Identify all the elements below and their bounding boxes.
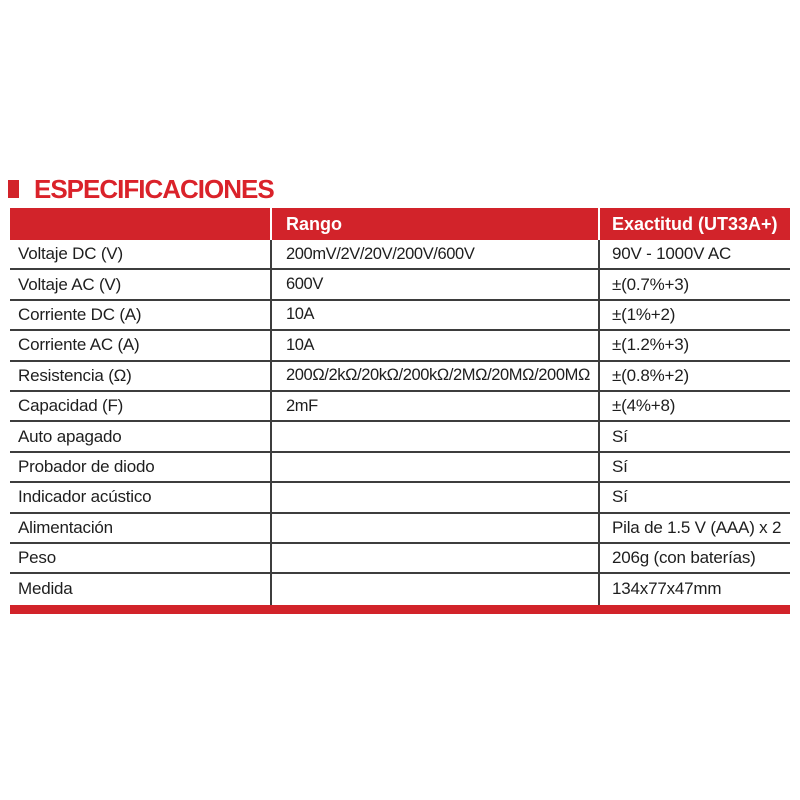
rango-value-cell <box>270 544 598 572</box>
exactitud-value-cell: 206g (con baterías) <box>598 544 790 572</box>
table-row <box>10 392 790 422</box>
table-row <box>10 362 790 392</box>
specifications-table <box>10 208 790 614</box>
spec-label-cell: Resistencia (Ω) <box>18 365 132 385</box>
exactitud-value-cell: Sí <box>598 453 790 481</box>
exactitud-value-cell: Sí <box>598 422 790 450</box>
rango-value-cell <box>270 453 598 481</box>
table-row <box>10 422 790 452</box>
table-row <box>10 483 790 513</box>
table-row <box>10 453 790 483</box>
spec-label-cell: Auto apagado <box>18 426 122 446</box>
exactitud-value-cell: Sí <box>598 483 790 511</box>
spec-label-cell: Corriente DC (A) <box>18 304 142 324</box>
rango-value-cell <box>270 514 598 542</box>
table-bottom-red-bar <box>10 605 790 614</box>
exactitud-value-cell: ±(1%+2) <box>598 301 790 329</box>
table-row <box>10 574 790 604</box>
exactitud-value-cell: 90V - 1000V AC <box>598 240 790 268</box>
exactitud-value-cell: ±(4%+8) <box>598 392 790 420</box>
header-cell-rango: Rango <box>270 208 598 240</box>
exactitud-value-cell: ±(0.8%+2) <box>598 362 790 390</box>
rango-value-cell <box>270 422 598 450</box>
table-row <box>10 544 790 574</box>
page-title: ESPECIFICACIONES <box>34 174 274 204</box>
rango-value-cell <box>270 574 598 604</box>
spec-label-cell: Alimentación <box>18 517 113 537</box>
table-row <box>10 240 790 270</box>
spec-label-cell: Peso <box>18 548 56 568</box>
exactitud-value-cell: 134x77x47mm <box>598 574 790 604</box>
exactitud-value-cell: ±(1.2%+3) <box>598 331 790 359</box>
spec-label-cell: Probador de diodo <box>18 456 155 476</box>
spec-label-cell: Voltaje DC (V) <box>18 244 123 264</box>
rango-value-cell: 10A <box>270 301 598 329</box>
header-cell-empty <box>10 208 270 240</box>
rango-value-cell: 10A <box>270 331 598 359</box>
red-square-bullet-icon <box>8 180 19 198</box>
rango-value-cell: 200Ω/2kΩ/20kΩ/200kΩ/2MΩ/20MΩ/200MΩ <box>270 362 598 390</box>
table-body <box>10 240 790 605</box>
spec-label-cell: Corriente AC (A) <box>18 335 140 355</box>
table-row <box>10 301 790 331</box>
table-header-row <box>10 208 790 240</box>
header-cell-exactitud: Exactitud (UT33A+) <box>598 208 790 240</box>
exactitud-value-cell: ±(0.7%+3) <box>598 270 790 298</box>
table-row <box>10 514 790 544</box>
rango-value-cell: 200mV/2V/20V/200V/600V <box>270 240 598 268</box>
section-heading <box>8 176 274 202</box>
exactitud-value-cell: Pila de 1.5 V (AAA) x 2 <box>598 514 790 542</box>
table-row <box>10 270 790 300</box>
table-row <box>10 331 790 361</box>
rango-value-cell: 2mF <box>270 392 598 420</box>
rango-value-cell <box>270 483 598 511</box>
spec-label-cell: Capacidad (F) <box>18 396 124 416</box>
spec-label-cell: Indicador acústico <box>18 487 152 507</box>
spec-label-cell: Medida <box>18 579 73 599</box>
spec-label-cell: Voltaje AC (V) <box>18 274 122 294</box>
rango-value-cell: 600V <box>270 270 598 298</box>
